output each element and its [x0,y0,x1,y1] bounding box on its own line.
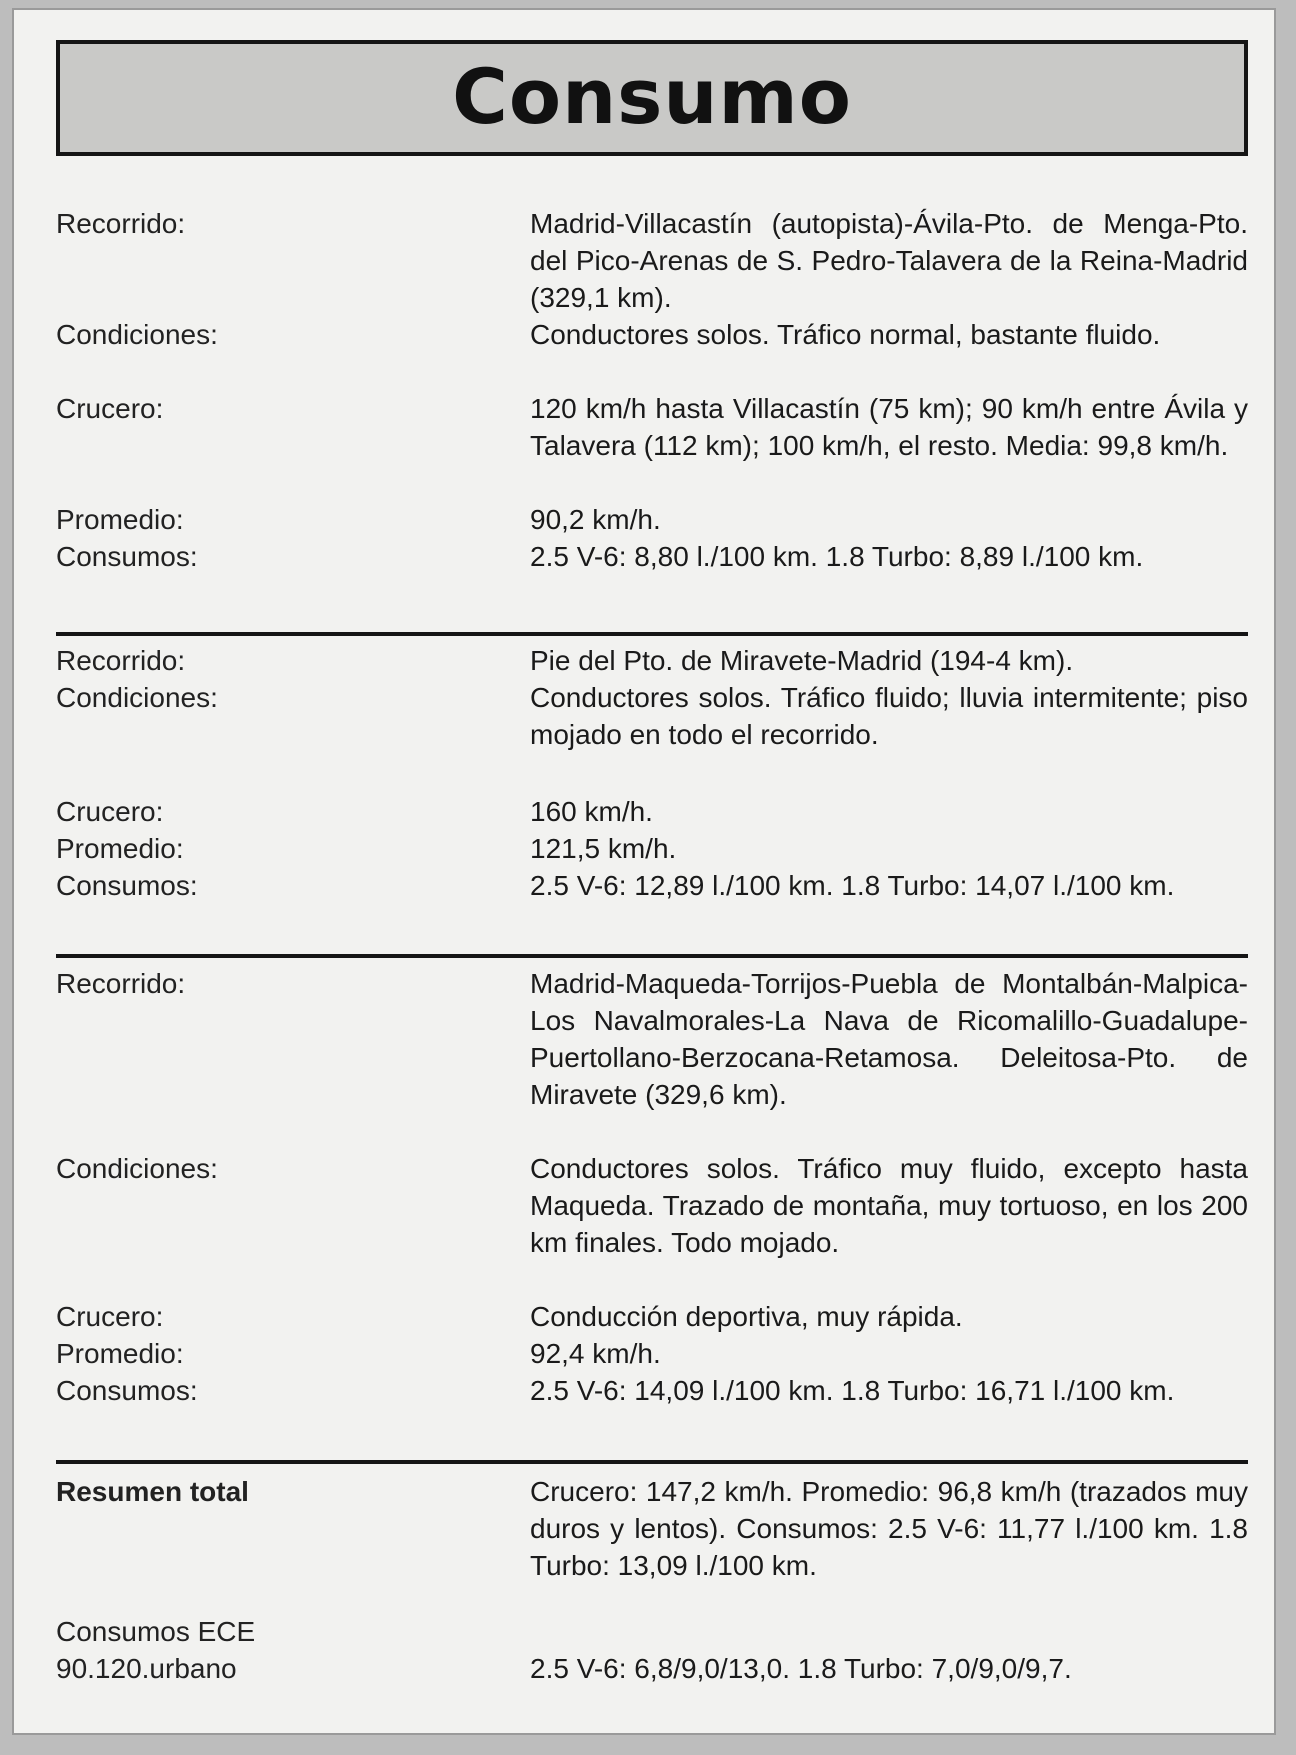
row-label: Recorrido: [56,208,186,239]
row-label: Consumos: [56,1375,198,1406]
title-banner [56,40,1248,156]
document-sheet [12,8,1276,1735]
section-divider [56,632,1248,636]
row-value: 121,5 km/h. [530,833,677,864]
row-value: 90,2 km/h. [530,504,661,535]
row-label: Consumos: [56,541,198,572]
row-label: Recorrido: [56,645,186,676]
row-label: Promedio: [56,833,184,864]
row-value: 2.5 V-6: 6,8/9,0/13,0. 1.8 Turbo: 7,0/9,0/9,7. [530,1653,1072,1684]
section-divider [56,954,1248,958]
row-value: Conductores solos. Tráfico fluido; lluvia intermitente; piso mojado en todo el recorrido. [530,682,1248,750]
row-label: Promedio: [56,1338,184,1369]
row-label: Consumos ECE 90.120.urbano [56,1616,256,1684]
row-label: Crucero: [56,796,164,827]
row-label: Condiciones: [56,682,218,713]
row-value: 92,4 km/h. [530,1338,661,1369]
section-divider [56,1460,1248,1464]
page-title: Consumo [452,51,852,141]
row-label: Condiciones: [56,319,218,350]
row-value: Madrid-Maqueda-Torrijos-Puebla de Montalbán-Malpica-Los Navalmorales-La Nava de Ricomalillo-Guadalupe-Puertollano-Berzocana-Retamosa. Deleitosa-Pto. de Miravete (329,6 km). [530,968,1248,1110]
row-label: Promedio: [56,504,184,535]
row-label: Condiciones: [56,1153,218,1184]
row-value: 2.5 V-6: 12,89 l./100 km. 1.8 Turbo: 14,07 l./100 km. [530,870,1175,901]
row-value: Conductores solos. Tráfico muy fluido, excepto hasta Maqueda. Trazado de montaña, muy tortuoso, en los 200 km finales. Todo mojado. [530,1153,1248,1258]
row-value: 2.5 V-6: 14,09 l./100 km. 1.8 Turbo: 16,71 l./100 km. [530,1375,1175,1406]
row-value: Conductores solos. Tráfico normal, bastante fluido. [530,319,1161,350]
row-label: Recorrido: [56,968,186,999]
row-value: 2.5 V-6: 8,80 l./100 km. 1.8 Turbo: 8,89 l./100 km. [530,541,1144,572]
row-value: 160 km/h. [530,796,653,827]
row-value: Madrid-Villacastín (autopista)-Ávila-Pto. de Menga-Pto. del Pico-Arenas de S. Pedro-Talavera de la Reina-Madrid (329,1 km). [530,208,1248,313]
row-label: Consumos: [56,870,198,901]
row-value: Crucero: 147,2 km/h. Promedio: 96,8 km/h (trazados muy duros y lentos). Consumos: 2.5 V-6: 11,77 l./100 km. 1.8 Turbo: 13,09 l./100 km. [530,1476,1248,1581]
row-label: Crucero: [56,1301,164,1332]
row-value: 120 km/h hasta Villacastín (75 km); 90 km/h entre Ávila y Talavera (112 km); 100 km/h, el resto. Media: 99,8 km/h. [530,393,1248,461]
row-value: Pie del Pto. de Miravete-Madrid (194-4 km). [530,645,1074,676]
summary-label: Resumen total [56,1476,249,1507]
row-label: Crucero: [56,393,164,424]
row-value: Conducción deportiva, muy rápida. [530,1301,963,1332]
